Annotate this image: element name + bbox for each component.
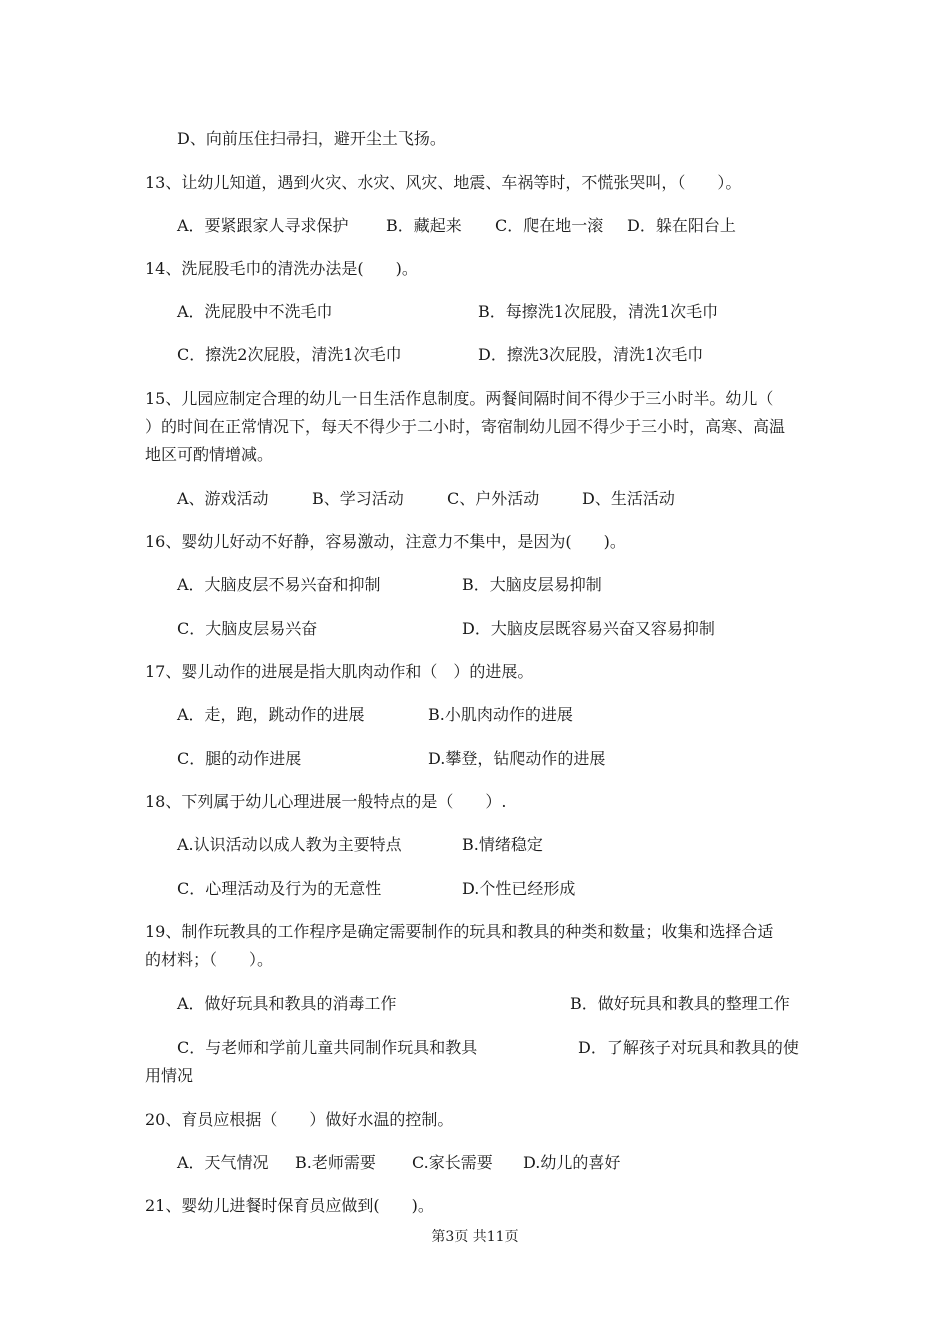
q17-option-a: A．走，跑，跳动作的进展 xyxy=(177,705,365,724)
q14-option-a: A．洗屁股中不洗毛巾 xyxy=(177,302,333,321)
q16-option-d: D．大脑皮层既容易兴奋又容易抑制 xyxy=(462,619,715,638)
question-17: 17、婴儿动作的进展是指大肌肉动作和（ ）的进展。 xyxy=(145,662,534,681)
q19-option-d: D．了解孩子对玩具和教具的使 xyxy=(578,1038,799,1057)
q16-option-c: C．大脑皮层易兴奋 xyxy=(177,619,318,638)
q15-option-c: C、户外活动 xyxy=(447,489,540,508)
q13-option-c: C．爬在地一滚 xyxy=(495,216,604,235)
q13-option-a: A．要紧跟家人寻求保护 xyxy=(177,216,349,235)
q20-option-c: C.家长需要 xyxy=(412,1153,493,1172)
question-20: 20、育员应根据（ ）做好水温的控制。 xyxy=(145,1110,454,1129)
q18-option-b: B.情绪稳定 xyxy=(462,835,543,854)
q19-option-b: B．做好玩具和教具的整理工作 xyxy=(570,994,790,1013)
q20-options xyxy=(177,1152,620,1174)
q17-option-c: C．腿的动作进展 xyxy=(177,749,302,768)
q19-option-c: C．与老师和学前儿童共同制作玩具和教具 xyxy=(177,1038,478,1057)
question-15-line-1: 15、儿园应制定合理的幼儿一日生活作息制度。两餐间隔时间不得少于三小时半。幼儿（ xyxy=(145,389,774,408)
q19-option-d-continued: 用情况 xyxy=(145,1066,194,1085)
q13-option-d: D．躲在阳台上 xyxy=(627,216,736,235)
question-15-line-2: ）的时间在正常情况下，每天不得少于二小时，寄宿制幼儿园不得少于三小时，高寒、高温 xyxy=(145,417,786,436)
question-13: 13、让幼儿知道，遇到火灾、水灾、风灾、地震、车祸等时，不慌张哭叫，（ ）。 xyxy=(145,173,742,192)
question-15-line-3: 地区可酌情增减。 xyxy=(145,445,274,464)
question-18: 18、下列属于幼儿心理进展一般特点的是（ ）. xyxy=(145,792,507,811)
q15-options xyxy=(177,488,675,510)
q17-option-d: D.攀登，钻爬动作的进展 xyxy=(428,749,606,768)
q15-option-a: A、游戏活动 xyxy=(177,489,269,508)
q13-options xyxy=(177,215,736,237)
question-14: 14、洗屁股毛巾的清洗办法是( )。 xyxy=(145,259,418,278)
q20-option-d: D.幼儿的喜好 xyxy=(523,1153,621,1172)
q15-option-d: D、生活活动 xyxy=(582,489,675,508)
q16-option-b: B．大脑皮层易抑制 xyxy=(462,575,602,594)
question-21: 21、婴幼儿进餐时保育员应做到( )。 xyxy=(145,1196,434,1215)
question-16: 16、婴幼儿好动不好静，容易激动，注意力不集中，是因为( )。 xyxy=(145,532,626,551)
q14-option-c: C．擦洗2次屁股，清洗1次毛巾 xyxy=(177,345,402,364)
q17-option-b: B.小肌肉动作的进展 xyxy=(428,705,573,724)
q18-option-a: A.认识活动以成人教为主要特点 xyxy=(177,835,402,854)
question-19-line-1: 19、制作玩教具的工作程序是确定需要制作的玩具和教具的种类和数量；收集和选择合适 xyxy=(145,922,774,941)
page-number-footer: 第3页 共11页 xyxy=(431,1229,519,1245)
q18-option-c: C．心理活动及行为的无意性 xyxy=(177,879,382,898)
q16-option-a: A．大脑皮层不易兴奋和抑制 xyxy=(177,575,381,594)
q13-option-b: B．藏起来 xyxy=(386,216,462,235)
q15-option-b: B、学习活动 xyxy=(312,489,404,508)
q18-option-d: D.个性已经形成 xyxy=(462,879,576,898)
q14-option-d: D．擦洗3次屁股，清洗1次毛巾 xyxy=(478,345,704,364)
q20-option-a: A．天气情况 xyxy=(177,1153,269,1172)
q20-option-b: B.老师需要 xyxy=(295,1153,376,1172)
q14-option-b: B．每擦洗1次屁股，清洗1次毛巾 xyxy=(478,302,719,321)
q12-option-d: D、向前压住扫帚扫，避开尘土飞扬。 xyxy=(177,129,446,148)
question-19-line-2: 的材料；（ ）。 xyxy=(145,950,274,969)
q19-option-a: A．做好玩具和教具的消毒工作 xyxy=(177,994,397,1013)
